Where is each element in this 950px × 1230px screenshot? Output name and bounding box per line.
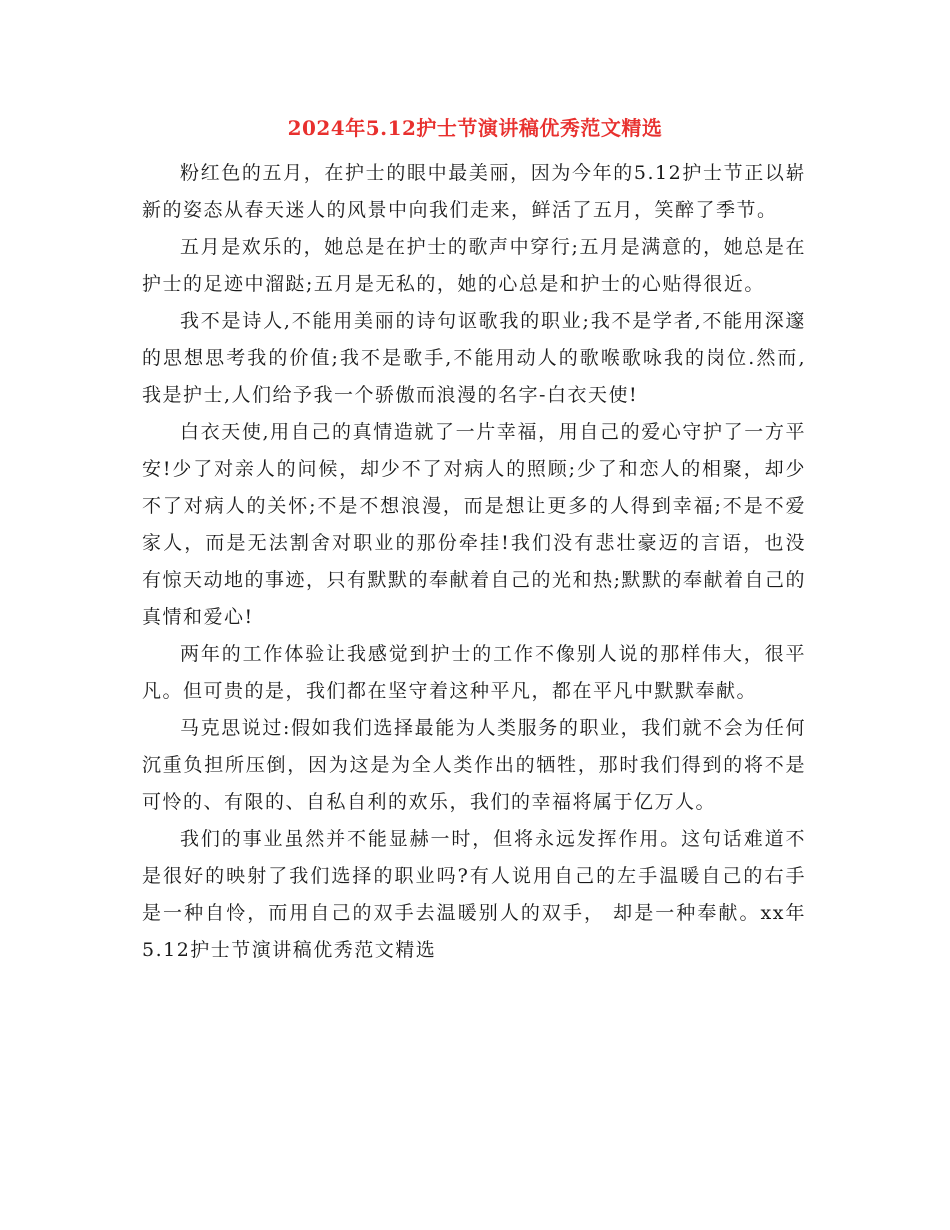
paragraph-5: 两年的工作体验让我感觉到护士的工作不像别人说的那样伟大，很平凡。但可贵的是，我们都在坚守着这种平凡，都在平凡中默默奉献。 bbox=[142, 643, 806, 702]
paragraph-6: 马克思说过:假如我们选择最能为人类服务的职业，我们就不会为任何沉重负担所压倒，因为这是为全人类作出的牺牲，那时我们得到的将不是可怜的、有限的、自私自利的欢乐，我们的幸福将属于亿万人。 bbox=[142, 717, 806, 813]
document-body bbox=[142, 155, 806, 969]
document-title: 2024年5.12护士节演讲稿优秀范文精选 bbox=[287, 116, 663, 140]
paragraph-4: 白衣天使,用自己的真情造就了一片幸福，用自己的爱心守护了一方平安!少了对亲人的问候，却少不了对病人的照顾;少了和恋人的相聚，却少不了对病人的关怀;不是不想浪漫，而是想让更多的人得到幸福;不是不爱家人，而是无法割舍对职业的那份牵挂!我们没有悲壮豪迈的言语，也没有惊天动地的事迹，只有默默的奉献着自己的光和热;默默的奉献着自己的真情和爱心! bbox=[142, 421, 806, 628]
paragraph-7: 我们的事业虽然并不能显赫一时，但将永远发挥作用。这句话难道不是很好的映射了我们选择的职业吗?有人说用自己的左手温暖自己的右手是一种自怜，而用自己的双手去温暖别人的双手， 却是一种奉献。xx年5.12护士节演讲稿优秀范文精选 bbox=[142, 828, 806, 961]
paragraph-2: 五月是欢乐的，她总是在护士的歌声中穿行;五月是满意的，她总是在护士的足迹中溜跶;五月是无私的，她的心总是和护士的心贴得很近。 bbox=[142, 236, 806, 295]
paragraph-3: 我不是诗人,不能用美丽的诗句讴歌我的职业;我不是学者,不能用深邃的思想思考我的价值;我不是歌手,不能用动人的歌喉歌咏我的岗位.然而,我是护士,人们给予我一个骄傲而浪漫的名字-白衣天使! bbox=[142, 310, 806, 406]
paragraph-1: 粉红色的五月，在护士的眼中最美丽，因为今年的5.12护士节正以崭新的姿态从春天迷人的风景中向我们走来，鲜活了五月，笑醉了季节。 bbox=[142, 162, 806, 221]
